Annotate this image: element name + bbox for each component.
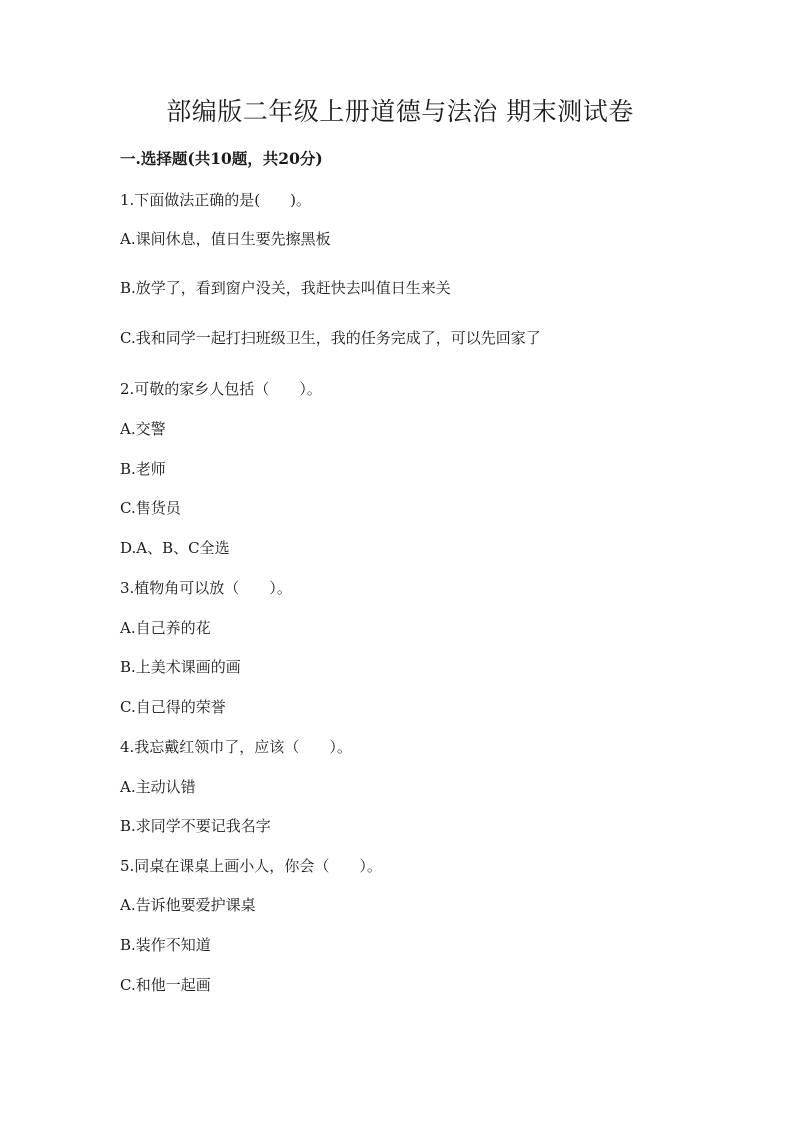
question-stem-5: 5.同桌在课桌上画小人，你会（ ）。	[120, 857, 382, 875]
option-1a: A.课间休息，值日生要先擦黑板	[120, 230, 331, 248]
option-2d: D.A、B、C全选	[120, 539, 230, 557]
option-5b: B.装作不知道	[120, 936, 211, 954]
option-5a: A.告诉他要爱护课桌	[120, 896, 256, 914]
option-4b: B.求同学不要记我名字	[120, 817, 271, 835]
page-title: 部编版二年级上册道德与法治 期末测试卷	[166, 97, 634, 126]
question-stem-1: 1.下面做法正确的是( )。	[120, 191, 312, 209]
option-2a: A.交警	[120, 420, 166, 438]
option-5c: C.和他一起画	[120, 976, 211, 994]
option-2c: C.售货员	[120, 499, 181, 517]
option-4a: A.主动认错	[120, 778, 196, 796]
option-1b: B.放学了，看到窗户没关，我赶快去叫值日生来关	[120, 279, 451, 297]
option-3b: B.上美术课画的画	[120, 658, 241, 676]
option-3a: A.自己养的花	[120, 619, 211, 637]
option-2b: B.老师	[120, 460, 166, 478]
question-stem-3: 3.植物角可以放（ ）。	[120, 579, 292, 597]
question-stem-4: 4.我忘戴红领巾了，应该（ ）。	[120, 738, 352, 756]
option-1c: C.我和同学一起打扫班级卫生，我的任务完成了，可以先回家了	[120, 329, 541, 347]
question-stem-2: 2.可敬的家乡人包括（ ）。	[120, 380, 322, 398]
option-3c: C.自己得的荣誉	[120, 698, 226, 716]
section-heading: 一.选择题(共10题，共20分)	[120, 149, 323, 168]
